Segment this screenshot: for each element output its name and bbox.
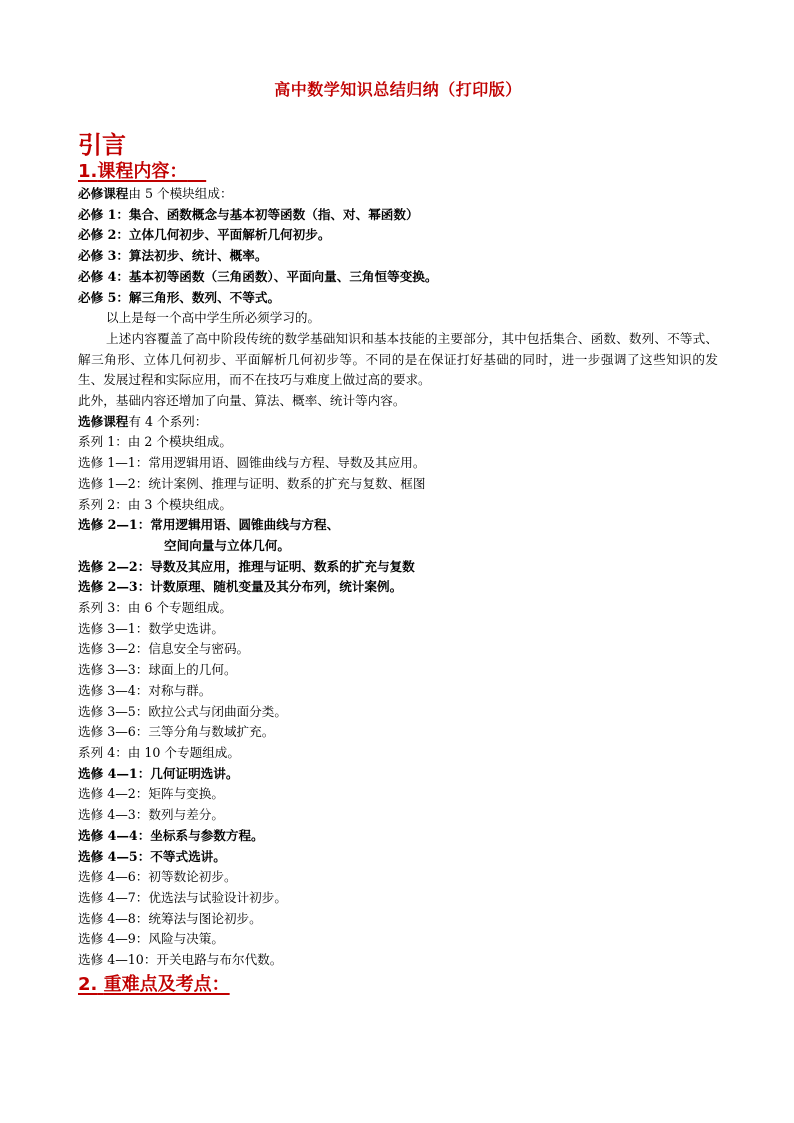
required-note: 以上是每一个高中学生所必须学习的。: [106, 310, 321, 326]
required-module-item: 必修 4：基本初等函数（三角函数）、平面向量、三角恒等变换。: [78, 268, 438, 284]
elective-line: 选修 3—3：球面上的几何。: [78, 662, 237, 678]
elective-courses-lead: [78, 412, 718, 433]
elective-line: 选修 2—2：导数及其应用，推理与证明、数系的扩充与复数: [78, 558, 415, 574]
elective-line: 选修 2—3：计数原理、随机变量及其分布列，统计案例。: [78, 579, 403, 595]
elective-line: 选修 3—1：数学史选讲。: [78, 620, 224, 636]
elective-courses-label: 选修课程: [78, 413, 129, 429]
document-page: [78, 78, 718, 997]
required-courses-lead: [78, 184, 718, 205]
section-1-heading: [78, 160, 718, 184]
elective-line: 选修 1—1：常用逻辑用语、圆锥曲线与方程、导数及其应用。: [78, 455, 426, 471]
required-courses-desc: 由 5 个模块组成：: [128, 186, 233, 201]
section-2-label: 重难点及考点：: [103, 973, 230, 995]
section-1-number: 1.: [78, 161, 98, 182]
elective-line: 选修 4—4：坐标系与参数方程。: [78, 827, 264, 843]
elective-line: 选修 4—2：矩阵与变换。: [78, 786, 224, 802]
elective-line: 选修 4—5：不等式选讲。: [78, 848, 226, 864]
document-title: 高中数学知识总结归纳（打印版）: [274, 80, 522, 99]
required-paragraph: 上述内容覆盖了高中阶段传统的数学基础知识和基本技能的主要部分，其中包括集合、函数、数列、不等式、解三角形、立体几何初步、平面解析几何初步等。不同的是在保证打好基础的同时，进一步强调了这些知识的发生、发展过程和实际应用，而不在技巧与难度上做过高的要求。: [78, 330, 718, 388]
elective-line: 选修 4—7：优选法与试验设计初步。: [78, 889, 287, 905]
elective-line: 系列 4：由 10 个专题组成。: [78, 744, 240, 760]
elective-line: 选修 1—2：统计案例、推理与证明、数系的扩充与复数、框图: [78, 475, 426, 491]
elective-line: 选修 4—9：风险与决策。: [78, 931, 224, 947]
elective-line: 选修 4—6：初等数论初步。: [78, 869, 237, 885]
elective-line: 选修 3—6：三等分角与数域扩充。: [78, 724, 275, 740]
elective-line: 选修 4—8：统筹法与图论初步。: [78, 910, 262, 926]
required-module-item: 必修 5：解三角形、数列、不等式。: [78, 289, 281, 305]
elective-line: 选修 3—5：欧拉公式与闭曲面分类。: [78, 703, 287, 719]
elective-line: 选修 3—4：对称与群。: [78, 682, 212, 698]
required-module-item: 必修 2：立体几何初步、平面解析几何初步。: [78, 227, 331, 243]
section-2-heading: [78, 973, 718, 997]
elective-line: 系列 2：由 3 个模块组成。: [78, 496, 232, 512]
elective-courses-desc: 有 4 个系列：: [128, 413, 208, 429]
required-module-list: [78, 205, 718, 309]
elective-line: 系列 3：由 6 个专题组成。: [78, 600, 232, 616]
required-module-item: 必修 3：算法初步、统计、概率。: [78, 248, 268, 264]
elective-line: 空间向量与立体几何。: [164, 537, 290, 553]
section-2-number: 2.: [78, 973, 98, 995]
elective-line: 选修 3—2：信息安全与密码。: [78, 641, 250, 657]
elective-line: 选修 4—3：数列与差分。: [78, 807, 224, 823]
required-module-item: 必修 1：集合、函数概念与基本初等函数（指、对、幂函数）: [78, 206, 419, 222]
elective-module-list: [78, 432, 718, 970]
elective-line: 选修 4—1：几何证明选讲。: [78, 765, 239, 781]
elective-line: 选修 4—10：开关电路与布尔代数。: [78, 952, 283, 968]
required-extra: 此外，基础内容还增加了向量、算法、概率、统计等内容。: [78, 393, 406, 409]
required-courses-label: 必修课程: [78, 186, 129, 201]
section-1-label: 课程内容：: [97, 161, 188, 182]
elective-line: 系列 1：由 2 个模块组成。: [78, 434, 232, 450]
intro-heading: 引言: [78, 131, 126, 159]
elective-line: 选修 2—1：常用逻辑用语、圆锥曲线与方程、: [78, 517, 340, 533]
